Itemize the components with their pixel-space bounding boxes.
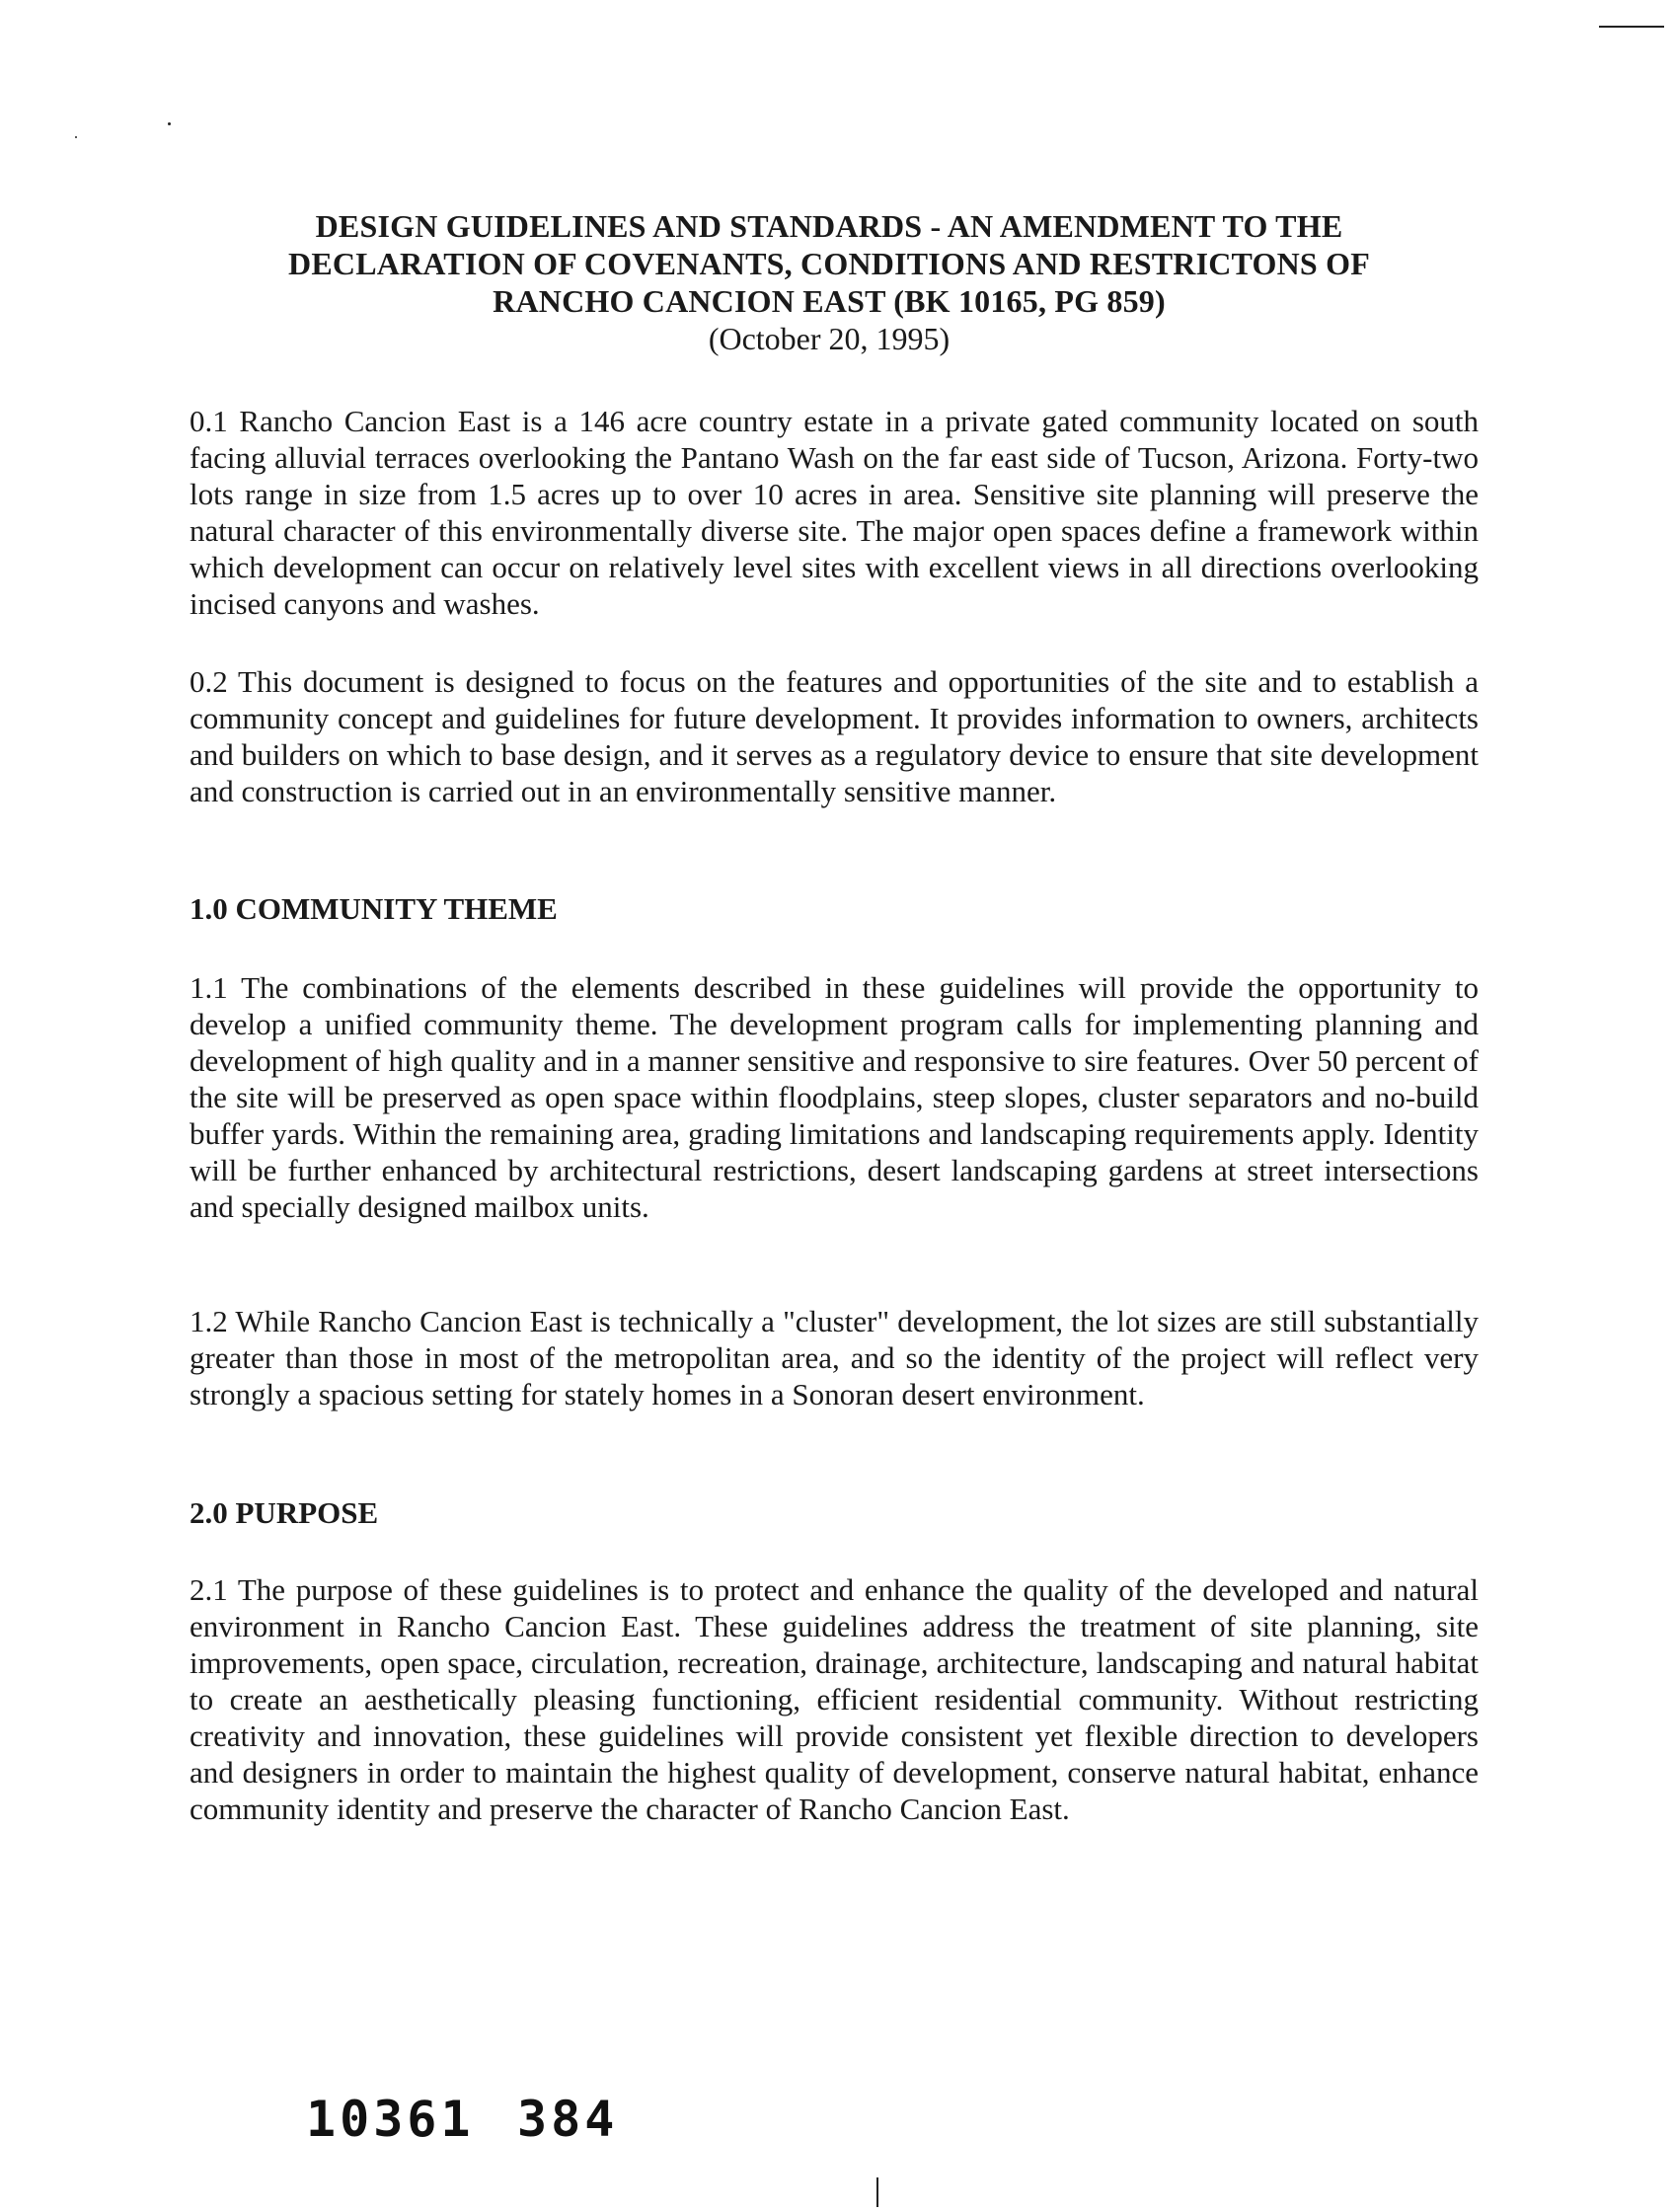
recording-page-number: 384	[517, 2091, 619, 2148]
paragraph-2-1: 2.1 The purpose of these guidelines is to protect and enhance the quality of the developed and natural environment in Rancho Cancion East. These guidelines address the treatment of site planning, site improvements, open space, circulation, recreation, drainage, architecture, landscaping and natural habitat to create an aesthetically pleasing functioning, efficient residential community. Without restricting creativity and innovation, these guidelines will provide consistent yet flexible direction to developers and designers in order to maintain the highest quality of development, conserve natural habitat, enhance community identity and preserve the character of Rancho Cancion East.	[190, 1572, 1479, 1826]
scan-tick-mark	[876, 2177, 878, 2207]
paragraph-0-2: 0.2 This document is designed to focus on the features and opportunities of the site and to establish a community concept and guidelines for future development. It provides information to owners, architects and builders on which to base design, and it serves as a regulatory device to ensure that site development and construction is carried out in an environmentally sensitive manner.	[190, 664, 1479, 808]
section-heading-community-theme: 1.0 COMMUNITY THEME	[190, 891, 558, 926]
paragraph-1-2: 1.2 While Rancho Cancion East is technically a "cluster" development, the lot sizes are still substantially greater than those in most of the metropolitan area, and so the identity of the project will reflect very strongly a spacious setting for stately homes in a Sonoran desert environment.	[190, 1304, 1479, 1411]
recording-book-number: 10361	[306, 2091, 475, 2148]
document-title	[188, 207, 1471, 357]
title-line-2: DECLARATION OF COVENANTS, CONDITIONS AND RESTRICTONS OF	[288, 246, 1370, 281]
title-date: (October 20, 1995)	[708, 321, 951, 356]
scan-speck	[168, 122, 171, 125]
scan-edge-line	[1599, 26, 1664, 28]
title-line-1: DESIGN GUIDELINES AND STANDARDS - AN AMENDMENT TO THE	[315, 208, 1343, 244]
title-line-3: RANCHO CANCION EAST (BK 10165, PG 859)	[493, 283, 1166, 319]
paragraph-0-1: 0.1 Rancho Cancion East is a 146 acre country estate in a private gated community located on south facing alluvial terraces overlooking the Pantano Wash on the far east side of Tucson, Arizona. Forty-two lots range in size from 1.5 acres up to over 10 acres in area. Sensitive site planning will preserve the natural character of this environmentally diverse site. The major open spaces define a framework within which development can occur on relatively level sites with excellent views in all directions overlooking incised canyons and washes.	[190, 404, 1479, 621]
paragraph-1-1: 1.1 The combinations of the elements described in these guidelines will provide the opportunity to develop a unified community theme. The development program calls for implementing planning and development of high quality and in a manner sensitive and responsive to sire features. Over 50 percent of the site will be preserved as open space within floodplains, steep slopes, cluster separators and no-build buffer yards. Within the remaining area, grading limitations and landscaping requirements apply. Identity will be further enhanced by architectural restrictions, desert landscaping gardens at street intersections and specially designed mailbox units.	[190, 970, 1479, 1224]
scan-speck	[75, 136, 77, 138]
section-heading-purpose: 2.0 PURPOSE	[190, 1495, 379, 1530]
